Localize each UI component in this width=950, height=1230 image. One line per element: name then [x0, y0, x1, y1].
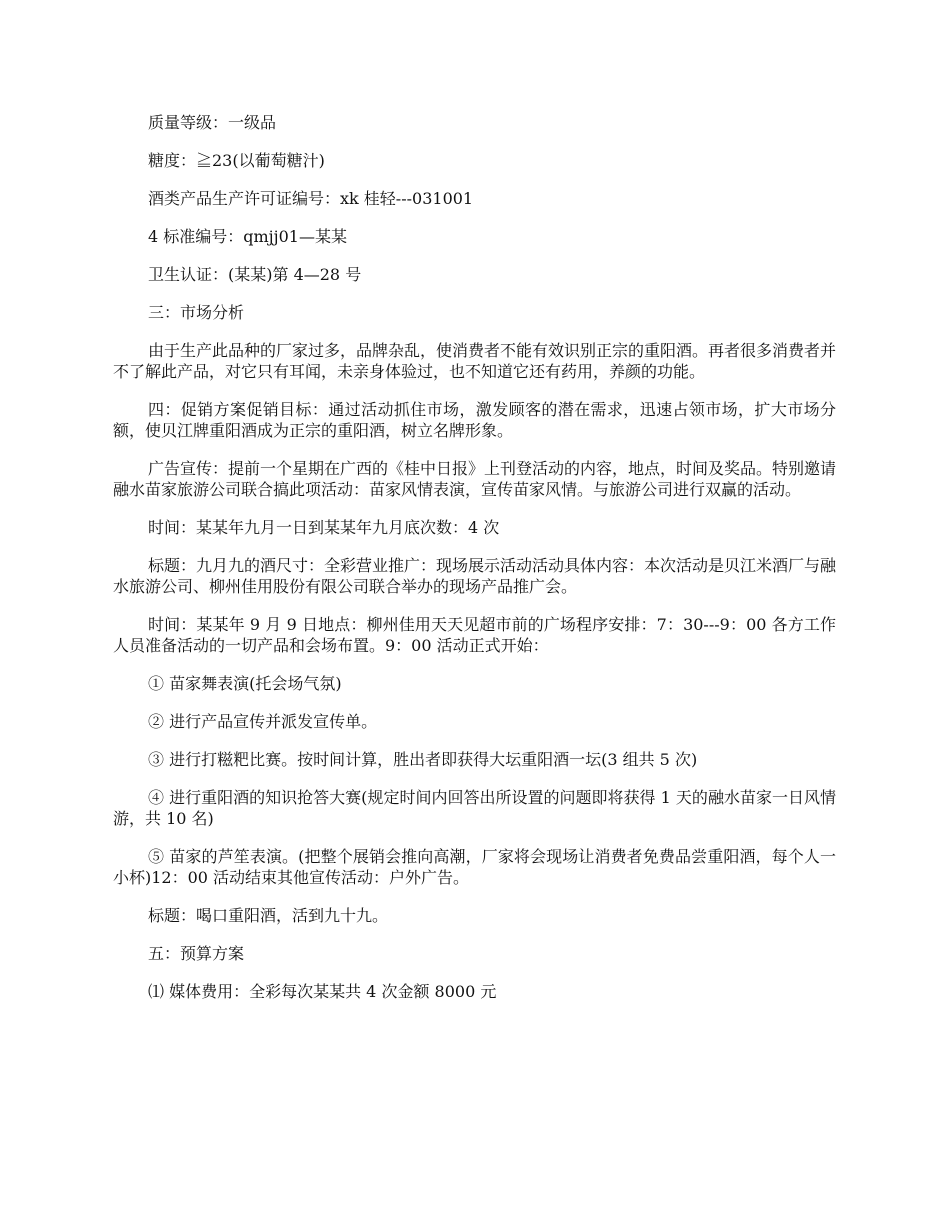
section-heading-market: 三：市场分析 — [148, 303, 245, 322]
program-item-3: ③ 进行打糍粑比赛。按时间计算，胜出者即获得大坛重阳酒一坛(3 组共 5 次) — [148, 750, 698, 769]
section-heading-budget: 五：预算方案 — [148, 944, 245, 963]
license-number-line: 酒类产品生产许可证编号：xk 桂轻---031001 — [148, 189, 474, 208]
standard-number-line: 4 标准编号：qmjj01—某某 — [148, 227, 347, 246]
quality-grade-line: 质量等级：一级品 — [148, 113, 277, 132]
event-time-paragraph: 时间：某某年 9 月 9 日地点：柳州佳用天天见超市前的广场程序安排：7：30---9：00 各方工作人员准备活动的一切产品和会场布置。9：00 活动正式开始： — [113, 615, 836, 655]
sugar-content-line: 糖度：≧23(以葡萄糖汁) — [148, 151, 325, 170]
slogan-line: 标题：喝口重阳酒，活到九十九。 — [148, 906, 389, 925]
market-analysis-paragraph: 由于生产此品种的厂家过多，品牌杂乱，使消费者不能有效识别正宗的重阳酒。再者很多消费者并不了解此产品，对它只有耳闻，未亲身体验过，也不知道它还有药用，养颜的功能。 — [113, 341, 837, 381]
hygiene-cert-line: 卫生认证：(某某)第 4—28 号 — [148, 265, 362, 284]
advertising-paragraph: 广告宣传：提前一个星期在广西的《桂中日报》上刊登活动的内容，地点，时间及奖品。特别邀请融水苗家旅游公司联合搞此项活动：苗家风情表演，宣传苗家风情。与旅游公司进行双赢的活动。 — [113, 459, 837, 499]
program-item-5: ⑤ 苗家的芦笙表演。(把整个展销会推向高潮，厂家将会现场让消费者免费品尝重阳酒，每个人一小杯)12：00 活动结束其他宣传活动：户外广告。 — [113, 847, 836, 887]
program-item-2: ② 进行产品宣传并派发宣传单。 — [148, 712, 378, 731]
program-item-1: ① 苗家舞表演(托会场气氛) — [148, 674, 342, 693]
schedule-line: 时间：某某年九月一日到某某年九月底次数：4 次 — [148, 518, 500, 537]
document-page — [113, 112, 836, 1019]
promotion-goal-paragraph: 四：促销方案促销目标：通过活动抓住市场，激发顾客的潜在需求，迅速占领市场，扩大市场分额，使贝江牌重阳酒成为正宗的重阳酒，树立名牌形象。 — [113, 400, 836, 440]
media-cost-line: ⑴ 媒体费用：全彩每次某某共 4 次金额 8000 元 — [148, 982, 497, 1001]
title-size-paragraph: 标题：九月九的酒尺寸：全彩营业推广：现场展示活动活动具体内容：本次活动是贝江米酒厂与融水旅游公司、柳州佳用股份有限公司联合举办的现场产品推广会。 — [113, 556, 837, 596]
program-item-4: ④ 进行重阳酒的知识抢答大赛(规定时间内回答出所设置的问题即将获得 1 天的融水苗家一日风情游，共 10 名) — [113, 788, 836, 828]
